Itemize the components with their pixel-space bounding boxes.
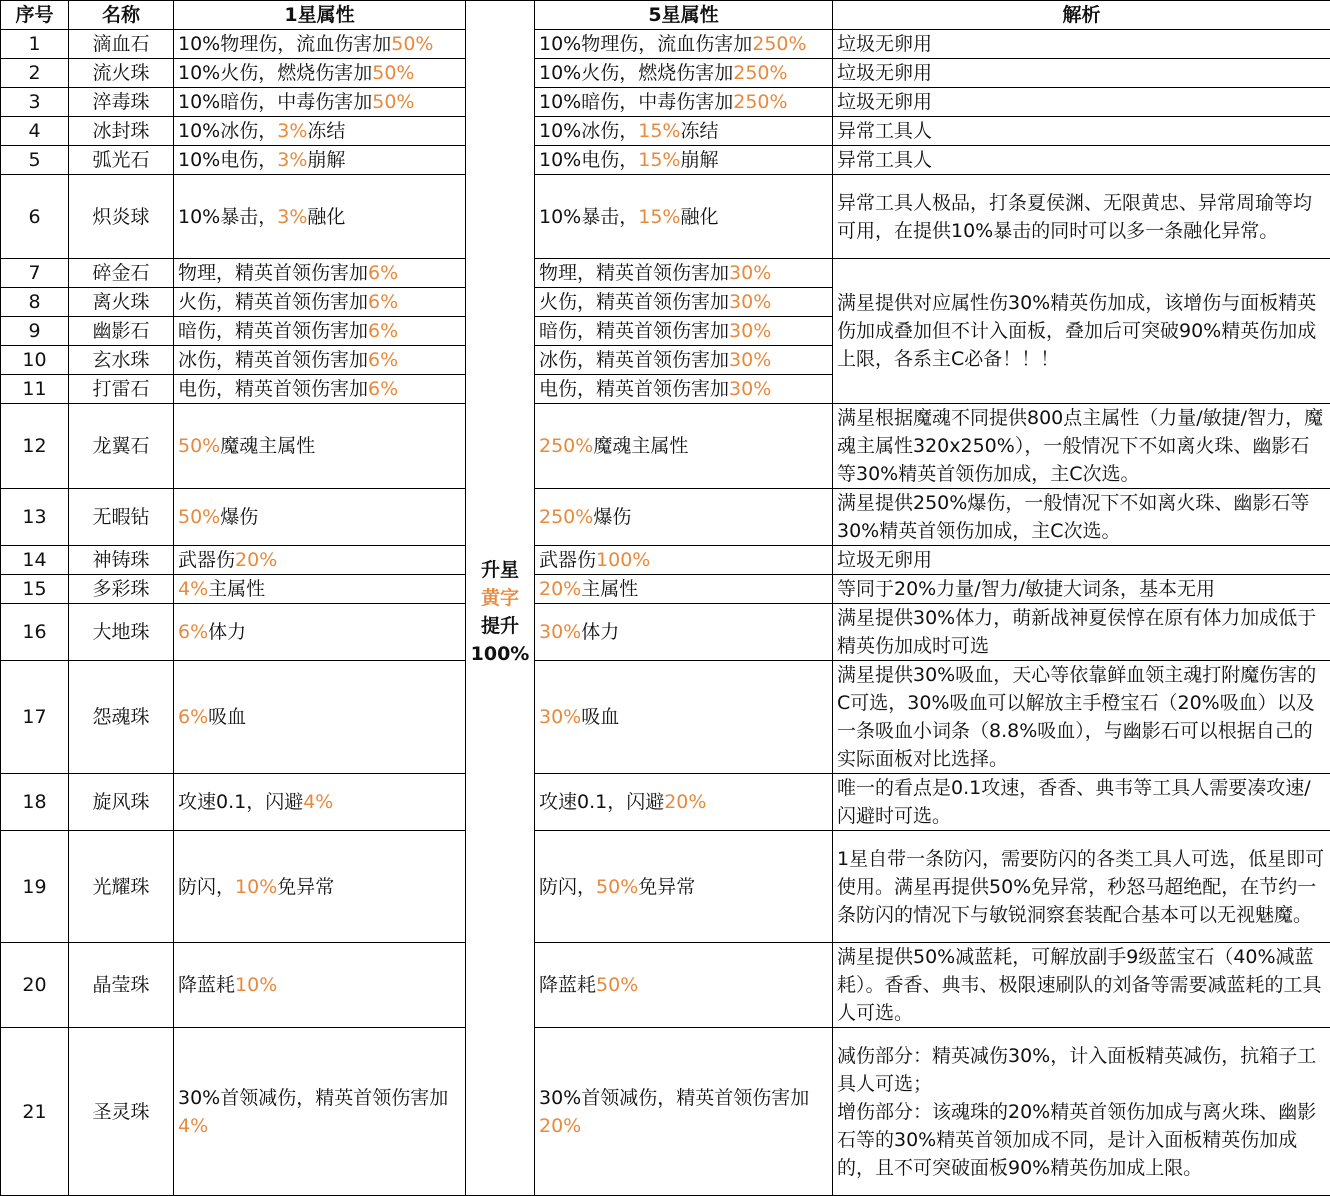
s1-suffix: 主属性 <box>208 578 265 600</box>
s1-text: 电伤，精英首领伤害加 <box>178 378 368 400</box>
s1-text: 冰伤，精英首领伤害加 <box>178 349 368 371</box>
row-seq: 10 <box>1 346 69 375</box>
row-gem-name: 幽影石 <box>69 317 174 346</box>
row-star1-attr <box>174 117 466 146</box>
row-star1-attr <box>174 831 466 943</box>
row-star5-attr <box>535 546 833 575</box>
table-row <box>1 259 1330 288</box>
row-seq: 15 <box>1 575 69 604</box>
row-star5-attr <box>535 604 833 661</box>
s5-text: 冰伤，精英首领伤害加 <box>539 349 729 371</box>
s5-text: 10%暴击， <box>539 206 638 228</box>
s1-text: 10%暗伤，中毒伤害加 <box>178 91 372 113</box>
row-star5-attr <box>535 943 833 1028</box>
row-seq: 2 <box>1 59 69 88</box>
row-gem-name: 弧光石 <box>69 146 174 175</box>
row-seq: 1 <box>1 30 69 59</box>
row-star1-attr <box>174 259 466 288</box>
s5-highlight-value: 50% <box>596 974 638 996</box>
row-gem-name: 滴血石 <box>69 30 174 59</box>
s5-suffix: 免异常 <box>638 876 695 898</box>
s1-suffix: 吸血 <box>208 706 246 728</box>
table-row <box>1 117 1330 146</box>
s5-highlight-value: 30% <box>729 378 771 400</box>
row-analysis: 异常工具人 <box>833 146 1330 175</box>
s1-text: 物理，精英首领伤害加 <box>178 262 368 284</box>
s5-text: 10%火伤，燃烧伤害加 <box>539 62 733 84</box>
s5-highlight-value: 20% <box>539 578 581 600</box>
header-seq: 序号 <box>1 1 69 30</box>
row-star1-attr <box>174 375 466 404</box>
row-star5-attr <box>535 146 833 175</box>
row-star5-attr <box>535 661 833 774</box>
s1-text: 攻速0.1，闪避 <box>178 791 303 813</box>
s1-highlight-value: 6% <box>368 320 398 342</box>
row-analysis: 满星提供50%减蓝耗，可解放副手9级蓝宝石（40%减蓝耗）。香香、典韦、极限速刷队的刘备等需要减蓝耗的工具人可选。 <box>833 943 1330 1028</box>
row-seq: 20 <box>1 943 69 1028</box>
row-gem-name: 碎金石 <box>69 259 174 288</box>
s1-highlight-value: 20% <box>235 549 277 571</box>
row-analysis: 等同于20%力量/智力/敏捷大词条，基本无用 <box>833 575 1330 604</box>
row-seq: 3 <box>1 88 69 117</box>
row-gem-name: 神铸珠 <box>69 546 174 575</box>
row-seq: 19 <box>1 831 69 943</box>
row-star1-attr <box>174 146 466 175</box>
row-star1-attr <box>174 575 466 604</box>
s5-text: 攻速0.1，闪避 <box>539 791 664 813</box>
row-star1-attr <box>174 404 466 489</box>
row-seq: 14 <box>1 546 69 575</box>
row-star1-attr <box>174 88 466 117</box>
s1-highlight-value: 10% <box>235 974 277 996</box>
upgrade-note-line3: 提升 <box>466 612 534 640</box>
row-star5-attr <box>535 88 833 117</box>
s1-highlight-value: 50% <box>178 435 220 457</box>
s5-text: 10%暗伤，中毒伤害加 <box>539 91 733 113</box>
s1-text: 10%冰伤， <box>178 120 277 142</box>
table-row <box>1 404 1330 489</box>
row-gem-name: 打雷石 <box>69 375 174 404</box>
row-gem-name: 流火珠 <box>69 59 174 88</box>
row-analysis: 满星根据魔魂不同提供800点主属性（力量/敏捷/智力，魔魂主属性320x250%），一般情况下不如离火珠、幽影石等30%精英首领伤加成，主C次选。 <box>833 404 1330 489</box>
row-star5-attr <box>535 831 833 943</box>
s5-highlight-value: 15% <box>638 206 680 228</box>
row-star5-attr <box>535 259 833 288</box>
row-analysis: 满星提供250%爆伤，一般情况下不如离火珠、幽影石等30%精英首领伤加成，主C次选。 <box>833 489 1330 546</box>
s5-suffix: 体力 <box>581 621 619 643</box>
row-seq: 21 <box>1 1028 69 1196</box>
table-row <box>1 175 1330 259</box>
table-row <box>1 604 1330 661</box>
row-gem-name: 多彩珠 <box>69 575 174 604</box>
row-star5-attr <box>535 1028 833 1196</box>
s5-suffix: 魔魂主属性 <box>593 435 688 457</box>
row-gem-name: 龙翼石 <box>69 404 174 489</box>
s1-highlight-value: 10% <box>235 876 277 898</box>
row-seq: 4 <box>1 117 69 146</box>
s1-highlight-value: 6% <box>178 706 208 728</box>
s5-highlight-value: 30% <box>729 291 771 313</box>
s1-highlight-value: 4% <box>178 578 208 600</box>
row-star1-attr <box>174 317 466 346</box>
s5-highlight-value: 250% <box>733 91 787 113</box>
s1-highlight-value: 6% <box>178 621 208 643</box>
row-star5-attr <box>535 288 833 317</box>
s5-suffix: 崩解 <box>680 149 718 171</box>
s5-highlight-value: 50% <box>596 876 638 898</box>
s1-highlight-value: 50% <box>372 62 414 84</box>
row-gem-name: 圣灵珠 <box>69 1028 174 1196</box>
s5-highlight-value: 30% <box>729 262 771 284</box>
upgrade-note-line1: 升星 <box>466 556 534 584</box>
s5-text: 10%冰伤， <box>539 120 638 142</box>
s5-text: 10%电伤， <box>539 149 638 171</box>
s1-text: 降蓝耗 <box>178 974 235 996</box>
row-star5-attr <box>535 774 833 831</box>
row-analysis: 唯一的看点是0.1攻速，香香、典韦等工具人需要凑攻速/闪避时可选。 <box>833 774 1330 831</box>
s5-highlight-value: 15% <box>638 149 680 171</box>
s1-text: 暗伤，精英首领伤害加 <box>178 320 368 342</box>
row-gem-name: 大地珠 <box>69 604 174 661</box>
row-star1-attr <box>174 59 466 88</box>
row-analysis: 满星提供30%吸血，天心等依靠鲜血领主魂打附魔伤害的C可选，30%吸血可以解放主手橙宝石（20%吸血）以及一条吸血小词条（8.8%吸血），与幽影石可以根据自己的实际面板对比选择。 <box>833 661 1330 774</box>
s5-text: 电伤，精英首领伤害加 <box>539 378 729 400</box>
row-seq: 16 <box>1 604 69 661</box>
s5-text: 降蓝耗 <box>539 974 596 996</box>
row-seq: 12 <box>1 404 69 489</box>
row-star1-attr <box>174 30 466 59</box>
row-star1-attr <box>174 661 466 774</box>
header-row <box>1 1 1330 30</box>
table-row <box>1 88 1330 117</box>
row-star1-attr <box>174 1028 466 1196</box>
s1-text: 武器伤 <box>178 549 235 571</box>
s1-text: 火伤，精英首领伤害加 <box>178 291 368 313</box>
upgrade-note-line2: 黄字 <box>466 584 534 612</box>
s5-suffix: 主属性 <box>581 578 638 600</box>
row-analysis: 垃圾无卵用 <box>833 546 1330 575</box>
row-gem-name: 晶莹珠 <box>69 943 174 1028</box>
row-analysis: 垃圾无卵用 <box>833 88 1330 117</box>
table-row <box>1 1028 1330 1196</box>
row-analysis: 异常工具人 <box>833 117 1330 146</box>
table-row <box>1 774 1330 831</box>
row-star1-attr <box>174 346 466 375</box>
row-gem-name: 怨魂珠 <box>69 661 174 774</box>
s5-highlight-value: 15% <box>638 120 680 142</box>
row-seq: 11 <box>1 375 69 404</box>
s1-highlight-value: 6% <box>368 349 398 371</box>
s1-highlight-value: 6% <box>368 378 398 400</box>
row-star1-attr <box>174 288 466 317</box>
s1-text: 10%物理伤，流血伤害加 <box>178 33 391 55</box>
row-gem-name: 淬毒珠 <box>69 88 174 117</box>
row-star1-attr <box>174 774 466 831</box>
row-star1-attr <box>174 489 466 546</box>
s5-text: 物理，精英首领伤害加 <box>539 262 729 284</box>
s5-highlight-value: 100% <box>596 549 650 571</box>
s5-suffix: 冻结 <box>680 120 718 142</box>
s1-highlight-value: 50% <box>178 506 220 528</box>
row-star1-attr <box>174 546 466 575</box>
s5-suffix: 融化 <box>680 206 718 228</box>
table-body <box>1 30 1330 1196</box>
table-row <box>1 943 1330 1028</box>
row-star1-attr <box>174 175 466 259</box>
table-row <box>1 546 1330 575</box>
row-gem-name: 光耀珠 <box>69 831 174 943</box>
row-star5-attr <box>535 117 833 146</box>
s1-highlight-value: 4% <box>303 791 333 813</box>
row-seq: 17 <box>1 661 69 774</box>
s5-highlight-value: 250% <box>733 62 787 84</box>
row-star5-attr <box>535 489 833 546</box>
s1-suffix: 爆伤 <box>220 506 258 528</box>
table-row <box>1 146 1330 175</box>
s1-highlight-value: 6% <box>368 291 398 313</box>
row-analysis: 垃圾无卵用 <box>833 59 1330 88</box>
row-star5-attr <box>535 317 833 346</box>
row-star1-attr <box>174 943 466 1028</box>
s5-highlight-value: 30% <box>539 706 581 728</box>
analysis-part-reduction: 减伤部分：精英减伤30%，计入面板精英减伤，抗箱子工具人可选； <box>837 1042 1326 1098</box>
s5-text: 30%首领减伤，精英首领伤害加 <box>539 1087 809 1109</box>
s5-highlight-value: 250% <box>752 33 806 55</box>
s5-text: 防闪， <box>539 876 596 898</box>
upgrade-note-line4: 100% <box>466 640 534 668</box>
s1-highlight-value: 3% <box>277 149 307 171</box>
row-gem-name: 冰封珠 <box>69 117 174 146</box>
row-star5-attr <box>535 59 833 88</box>
row-analysis: 垃圾无卵用 <box>833 30 1330 59</box>
row-star5-attr <box>535 575 833 604</box>
row-analysis: 1星自带一条防闪，需要防闪的各类工具人可选，低星即可使用。满星再提供50%免异常，秒怒马超绝配，在节约一条防闪的情况下与敏锐洞察套装配合基本可以无视魅魔。 <box>833 831 1330 943</box>
s5-highlight-value: 30% <box>729 349 771 371</box>
row-gem-name: 旋风珠 <box>69 774 174 831</box>
s1-suffix: 魔魂主属性 <box>220 435 315 457</box>
s1-highlight-value: 4% <box>178 1115 208 1137</box>
s5-highlight-value: 20% <box>539 1115 581 1137</box>
s5-highlight-value: 250% <box>539 506 593 528</box>
row-star5-attr <box>535 30 833 59</box>
s1-highlight-value: 3% <box>277 120 307 142</box>
s1-suffix: 崩解 <box>307 149 345 171</box>
header-analysis: 解析 <box>833 1 1330 30</box>
header-star1: 1星属性 <box>174 1 466 30</box>
merged-analysis: 满星提供对应属性伤30%精英伤加成，该增伤与面板精英伤加成叠加但不计入面板，叠加后可突破90%精英伤加成上限，各系主C必备！！！ <box>833 259 1330 404</box>
header-mid <box>466 1 535 30</box>
s1-suffix: 体力 <box>208 621 246 643</box>
s1-text: 10%电伤， <box>178 149 277 171</box>
table-row <box>1 489 1330 546</box>
table-row <box>1 831 1330 943</box>
s5-text: 10%物理伤，流血伤害加 <box>539 33 752 55</box>
s1-text: 10%火伤，燃烧伤害加 <box>178 62 372 84</box>
s1-highlight-value: 3% <box>277 206 307 228</box>
row-star5-attr <box>535 346 833 375</box>
upgrade-note <box>466 30 535 1196</box>
table-row <box>1 575 1330 604</box>
row-gem-name: 玄水珠 <box>69 346 174 375</box>
s1-suffix: 免异常 <box>277 876 334 898</box>
row-star5-attr <box>535 175 833 259</box>
s5-suffix: 爆伤 <box>593 506 631 528</box>
row-gem-name: 无暇钻 <box>69 489 174 546</box>
row-analysis <box>833 1028 1330 1196</box>
s1-highlight-value: 50% <box>372 91 414 113</box>
header-star5: 5星属性 <box>535 1 833 30</box>
row-gem-name: 离火珠 <box>69 288 174 317</box>
s1-highlight-value: 6% <box>368 262 398 284</box>
s5-text: 武器伤 <box>539 549 596 571</box>
row-star5-attr <box>535 404 833 489</box>
s5-suffix: 吸血 <box>581 706 619 728</box>
s1-suffix: 融化 <box>307 206 345 228</box>
row-seq: 8 <box>1 288 69 317</box>
s1-text: 防闪， <box>178 876 235 898</box>
header-name: 名称 <box>69 1 174 30</box>
row-seq: 13 <box>1 489 69 546</box>
row-seq: 7 <box>1 259 69 288</box>
s5-highlight-value: 30% <box>539 621 581 643</box>
row-seq: 6 <box>1 175 69 259</box>
s5-highlight-value: 30% <box>729 320 771 342</box>
table-row <box>1 30 1330 59</box>
row-analysis: 异常工具人极品，打条夏侯渊、无限黄忠、异常周瑜等均可用，在提供10%暴击的同时可以多一条融化异常。 <box>833 175 1330 259</box>
row-star5-attr <box>535 375 833 404</box>
row-gem-name: 炽炎球 <box>69 175 174 259</box>
s5-highlight-value: 250% <box>539 435 593 457</box>
table-row <box>1 59 1330 88</box>
row-analysis: 满星提供30%体力，萌新战神夏侯惇在原有体力加成低于精英伤加成时可选 <box>833 604 1330 661</box>
row-star1-attr <box>174 604 466 661</box>
s1-text: 10%暴击， <box>178 206 277 228</box>
row-seq: 5 <box>1 146 69 175</box>
row-seq: 18 <box>1 774 69 831</box>
s1-text: 30%首领减伤，精英首领伤害加 <box>178 1087 448 1109</box>
analysis-part-damage: 增伤部分：该魂珠的20%精英首领伤加成与离火珠、幽影石等的30%精英首领加成不同，是计入面板精英伤加成的，且不可突破面板90%精英伤加成上限。 <box>837 1098 1326 1182</box>
s5-highlight-value: 20% <box>664 791 706 813</box>
s1-suffix: 冻结 <box>307 120 345 142</box>
s5-text: 火伤，精英首领伤害加 <box>539 291 729 313</box>
s1-highlight-value: 50% <box>391 33 433 55</box>
row-seq: 9 <box>1 317 69 346</box>
table-row <box>1 661 1330 774</box>
s5-text: 暗伤，精英首领伤害加 <box>539 320 729 342</box>
